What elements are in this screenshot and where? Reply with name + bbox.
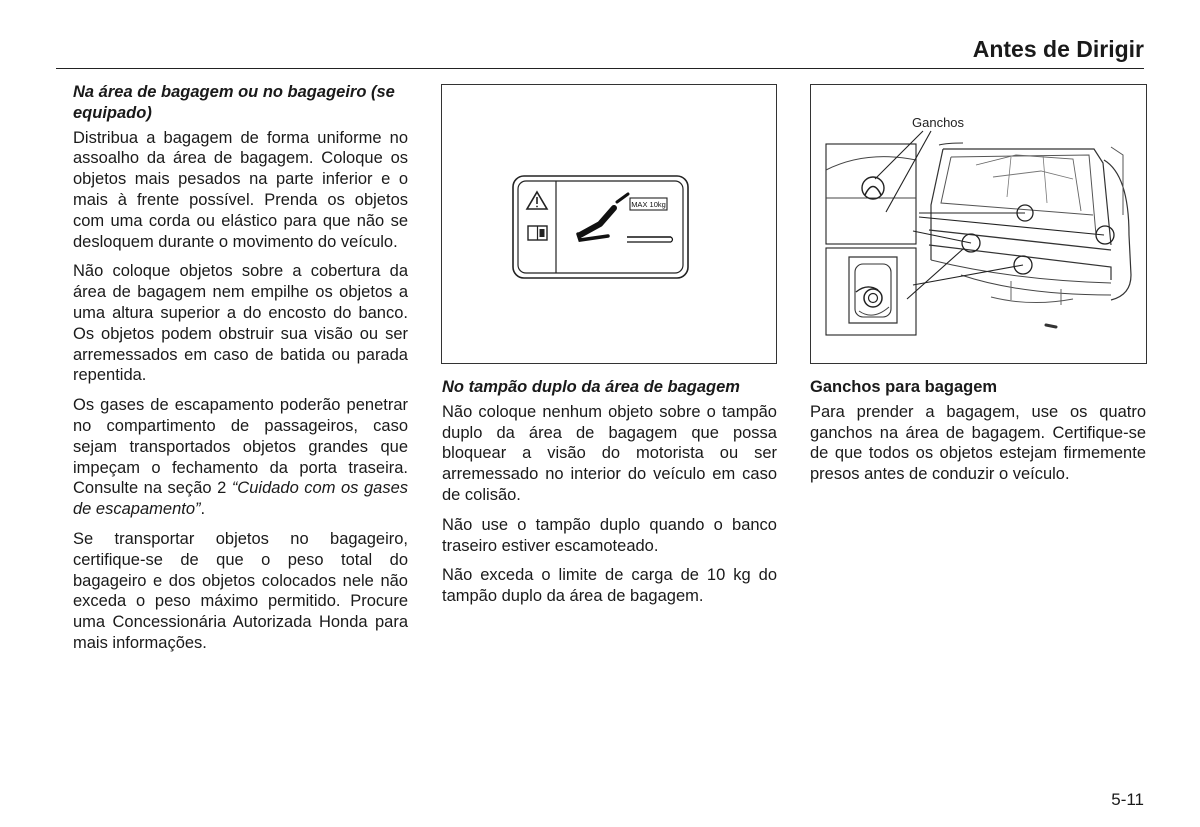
cargo-cover-paragraph-3: Não exceda o limite de carga de 10 kg do tampão duplo da área de bagagem. [442,566,777,606]
cargo-area-title: Na área de bagagem ou no bagageiro (se equipado) [73,83,395,122]
warning-triangle-icon [527,192,547,209]
cargo-cover-paragraph-2: Não use o tampão duplo quando o banco traseiro estiver escamoteado. [442,515,777,555]
exhaust-warning-text: Os gases de escapamento poderão penetrar no compartimento de passageiros, caso sejam transportados objetos grandes que impeçam o fechamento da porta traseira. Consulte na seção 2 [73,396,408,498]
cargo-hooks-section [810,377,1146,494]
owners-manual-icon [528,226,547,240]
cargo-area-paragraph-1: Distribua a bagagem de forma uniforme no assoalho da área de bagagem. Coloque os objetos mais pesados na parte inferior e o mais à frente possível. Prenda os objetos com uma corda ou elástico para que não se desloquem durante o movimento do veículo. [73,128,408,251]
cargo-area-paragraph-3 [73,395,408,520]
hook-detail-inset-top [826,144,916,244]
cargo-hooks-paragraph-1: Para prender a bagagem, use os quatro ganchos na área de bagagem. Certifique-se de que todos os objetos estejam firmemente presos antes de conduzir o veículo. [810,402,1146,484]
cargo-cover-paragraph-1: Não coloque nenhum objeto sobre o tampão duplo da área de bagagem que possa bloquear a visão do motorista ou ser arremessado no interior do veículo em caso de colisão. [442,402,777,504]
cargo-hooks-figure [810,84,1147,364]
cargo-area-section [73,82,408,663]
cargo-area-paragraph-4: Se transportar objetos no bagageiro, certifique-se de que o peso total do bagageiro e dos objetos colocados nele não exceda o peso máximo permitido. Procure uma Concessionária Autorizada Honda para mais informações. [73,529,408,652]
cargo-hooks-title: Ganchos para bagagem [810,378,998,396]
cargo-cover-title: No tampão duplo da área de bagagem [442,378,740,396]
cargo-cover-label-figure [441,84,777,364]
hooks-callout-label: Ganchos [912,115,965,130]
page-header-title: Antes de Dirigir [972,36,1144,62]
page-number: 5-11 [1111,790,1144,809]
cargo-cover-section [442,377,777,616]
exhaust-warning-end: . [200,500,206,519]
header-divider [56,68,1144,69]
cargo-hooks-illustration [811,85,1146,363]
warning-label-illustration [442,85,776,363]
exhaust-section-reference: “Cuidado com os gases de escapamento” [73,479,408,519]
max-load-text: MAX 10kg [631,200,666,209]
hook-detail-inset-bottom [826,248,916,335]
cargo-area-paragraph-2: Não coloque objetos sobre a cobertura da área de bagagem nem empilhe os objetos a uma altura superior a do encosto do banco. Os objetos podem obstruir sua visão ou ser arremessados em caso de batida ou parada repentida. [73,262,408,385]
